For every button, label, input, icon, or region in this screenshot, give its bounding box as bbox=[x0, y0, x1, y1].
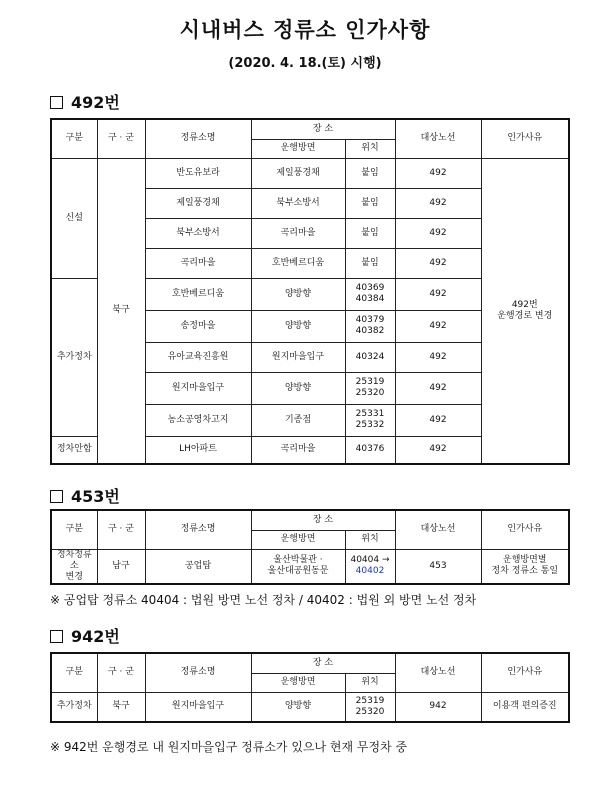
stop-name-cell: 제일풍경채 bbox=[145, 188, 251, 218]
position-cell: 40404 → 40402 bbox=[345, 549, 395, 584]
header-position: 위치 bbox=[345, 530, 395, 549]
route-cell: 492 bbox=[395, 342, 481, 372]
stop-name-cell: 호반베르디움 bbox=[145, 278, 251, 310]
stop-name-cell: LH아파트 bbox=[145, 436, 251, 464]
position-cell: 40369 40384 bbox=[345, 278, 395, 310]
position-cell: 붙임 bbox=[345, 248, 395, 278]
header-position: 위치 bbox=[345, 673, 395, 692]
table-453 bbox=[50, 509, 570, 585]
category-cell: 신설 bbox=[51, 158, 97, 278]
header-category: 구분 bbox=[51, 119, 97, 158]
stop-name-cell: 공업탑 bbox=[145, 549, 251, 584]
stop-name-cell: 유아교육진흥원 bbox=[145, 342, 251, 372]
section-heading-492: 492번 bbox=[50, 90, 120, 113]
district-cell: 북구 bbox=[97, 158, 145, 464]
header-district: 구 · 군 bbox=[97, 510, 145, 549]
position-cell: 40376 bbox=[345, 436, 395, 464]
table-row bbox=[51, 692, 569, 722]
header-district: 구 · 군 bbox=[97, 653, 145, 692]
checkbox-square-icon bbox=[50, 490, 63, 503]
route-cell: 492 bbox=[395, 310, 481, 342]
category-cell: 추가정차 bbox=[51, 692, 97, 722]
header-routes: 대상노선 bbox=[395, 510, 481, 549]
position-cell: 붙임 bbox=[345, 158, 395, 188]
position-cell: 붙임 bbox=[345, 188, 395, 218]
note-453: ※ 공업탑 정류소 40404 : 법원 방면 노선 정차 / 40402 : 법원 외 방면 노선 정차 bbox=[50, 593, 477, 607]
header-place: 장 소 bbox=[251, 653, 395, 673]
header-category: 구분 bbox=[51, 653, 97, 692]
direction-cell: 곡리마을 bbox=[251, 218, 345, 248]
direction-cell: 곡리마을 bbox=[251, 436, 345, 464]
header-routes: 대상노선 bbox=[395, 653, 481, 692]
direction-cell: 양방향 bbox=[251, 278, 345, 310]
direction-cell: 북부소방서 bbox=[251, 188, 345, 218]
stop-name-cell: 반도유보라 bbox=[145, 158, 251, 188]
route-cell: 453 bbox=[395, 549, 481, 584]
table-942 bbox=[50, 652, 570, 723]
district-cell: 남구 bbox=[97, 549, 145, 584]
category-cell: 추가정차 bbox=[51, 278, 97, 436]
header-routes: 대상노선 bbox=[395, 119, 481, 158]
header-district: 구 · 군 bbox=[97, 119, 145, 158]
direction-cell: 양방향 bbox=[251, 692, 345, 722]
reason-cell: 이용객 편의증진 bbox=[481, 692, 569, 722]
route-cell: 492 bbox=[395, 158, 481, 188]
position-cell: 40379 40382 bbox=[345, 310, 395, 342]
header-place: 장 소 bbox=[251, 119, 395, 139]
stop-name-cell: 원지마을입구 bbox=[145, 372, 251, 404]
header-reason: 인가사유 bbox=[481, 119, 569, 158]
position-cell: 붙임 bbox=[345, 218, 395, 248]
header-reason: 인가사유 bbox=[481, 653, 569, 692]
position-cell: 25331 25332 bbox=[345, 404, 395, 436]
route-cell: 492 bbox=[395, 404, 481, 436]
direction-cell: 양방향 bbox=[251, 372, 345, 404]
header-direction: 운행방면 bbox=[251, 139, 345, 158]
route-cell: 492 bbox=[395, 188, 481, 218]
section-heading-942: 942번 bbox=[50, 624, 120, 647]
table-492 bbox=[50, 118, 570, 465]
header-direction: 운행방면 bbox=[251, 673, 345, 692]
direction-cell: 울산박물관 · 울산대공원동문 bbox=[251, 549, 345, 584]
stop-name-cell: 곡리마을 bbox=[145, 248, 251, 278]
direction-cell: 양방향 bbox=[251, 310, 345, 342]
position-cell: 25319 25320 bbox=[345, 372, 395, 404]
stop-name-cell: 북부소방서 bbox=[145, 218, 251, 248]
header-reason: 인가사유 bbox=[481, 510, 569, 549]
note-942: ※ 942번 운행경로 내 원지마을입구 정류소가 있으나 현재 무정차 중 bbox=[50, 740, 408, 754]
route-cell: 492 bbox=[395, 278, 481, 310]
direction-cell: 기종점 bbox=[251, 404, 345, 436]
route-cell: 492 bbox=[395, 248, 481, 278]
effective-date: (2020. 4. 18.(토) 시행) bbox=[228, 56, 382, 71]
header-stop-name: 정류소명 bbox=[145, 653, 251, 692]
route-cell: 492 bbox=[395, 372, 481, 404]
checkbox-square-icon bbox=[50, 96, 63, 109]
direction-cell: 제일풍경채 bbox=[251, 158, 345, 188]
page-title: 시내버스 정류소 인가사항 bbox=[179, 18, 431, 42]
reason-cell: 운행방면별 정차 정류소 통일 bbox=[481, 549, 569, 584]
stop-name-cell: 농소공영차고지 bbox=[145, 404, 251, 436]
header-place: 장 소 bbox=[251, 510, 395, 530]
section-heading-453: 453번 bbox=[50, 484, 120, 507]
header-stop-name: 정류소명 bbox=[145, 510, 251, 549]
reason-cell: 492번 운행경로 변경 bbox=[481, 158, 569, 464]
header-position: 위치 bbox=[345, 139, 395, 158]
direction-cell: 원지마을입구 bbox=[251, 342, 345, 372]
category-cell: 정차안함 bbox=[51, 436, 97, 464]
header-category: 구분 bbox=[51, 510, 97, 549]
header-stop-name: 정류소명 bbox=[145, 119, 251, 158]
route-cell: 492 bbox=[395, 436, 481, 464]
position-cell: 25319 25320 bbox=[345, 692, 395, 722]
route-cell: 942 bbox=[395, 692, 481, 722]
table-row bbox=[51, 549, 569, 584]
checkbox-square-icon bbox=[50, 630, 63, 643]
stop-name-cell: 송정마을 bbox=[145, 310, 251, 342]
table-row bbox=[51, 158, 569, 188]
position-cell: 40324 bbox=[345, 342, 395, 372]
stop-name-cell: 원지마을입구 bbox=[145, 692, 251, 722]
direction-cell: 호반베르디움 bbox=[251, 248, 345, 278]
category-cell: 정차정류소 변경 bbox=[51, 549, 97, 584]
district-cell: 북구 bbox=[97, 692, 145, 722]
header-direction: 운행방면 bbox=[251, 530, 345, 549]
route-cell: 492 bbox=[395, 218, 481, 248]
